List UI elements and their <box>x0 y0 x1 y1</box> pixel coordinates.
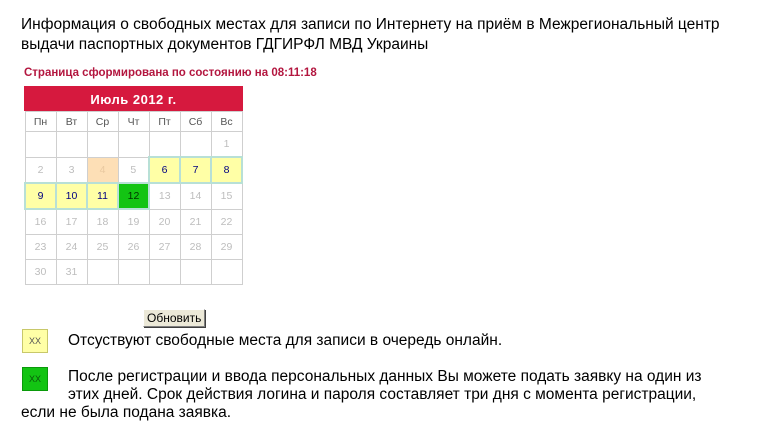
page-title: Информация о свободных местах для записи по Интернету на приём в Межрегиональный центр выдачи паспортных документов ГДГИРФЛ МВД Украины <box>21 16 720 53</box>
calendar-day-20: 20 <box>149 209 180 235</box>
legend-text-line: После регистрации и ввода персональных данных Вы можете подать заявку на один из <box>68 368 702 385</box>
weekday-label: Пн <box>25 112 56 132</box>
calendar-week-row <box>25 260 242 285</box>
calendar-day-30: 30 <box>25 260 56 285</box>
calendar-day-12[interactable]: 12 <box>118 183 149 209</box>
legend-text-line: если не была подана заявка. <box>21 404 232 421</box>
calendar-week-row <box>25 235 242 260</box>
calendar-day-14: 14 <box>180 183 211 209</box>
weekday-label: Вс <box>211 112 242 132</box>
calendar <box>24 86 243 285</box>
calendar-day-7[interactable]: 7 <box>180 157 211 183</box>
calendar-day-2: 2 <box>25 157 56 183</box>
calendar-day-empty <box>180 260 211 285</box>
calendar-week-row <box>25 209 242 235</box>
calendar-day-6[interactable]: 6 <box>149 157 180 183</box>
calendar-day-5: 5 <box>118 157 149 183</box>
calendar-day-empty <box>25 132 56 158</box>
calendar-day-15: 15 <box>211 183 242 209</box>
calendar-week-row <box>25 132 242 158</box>
weekday-row <box>25 112 242 132</box>
calendar-day-empty <box>118 260 149 285</box>
calendar-day-3: 3 <box>56 157 87 183</box>
calendar-day-11[interactable]: 11 <box>87 183 118 209</box>
calendar-day-18: 18 <box>87 209 118 235</box>
calendar-week-row <box>25 157 242 183</box>
calendar-days <box>25 132 242 285</box>
calendar-day-empty <box>87 260 118 285</box>
calendar-day-empty <box>211 260 242 285</box>
calendar-day-19: 19 <box>118 209 149 235</box>
legend-text-available <box>21 368 721 422</box>
calendar-day-29: 29 <box>211 235 242 260</box>
calendar-day-23: 23 <box>25 235 56 260</box>
calendar-month-label: Июль 2012 г. <box>24 86 243 111</box>
calendar-day-10[interactable]: 10 <box>56 183 87 209</box>
calendar-day-4: 4 <box>87 157 118 183</box>
calendar-day-31: 31 <box>56 260 87 285</box>
calendar-day-21: 21 <box>180 209 211 235</box>
legend-swatch-available: XX <box>22 367 48 391</box>
legend-swatch-no-slots: XX <box>22 329 48 353</box>
calendar-day-empty <box>56 132 87 158</box>
legend-text-line: этих дней. Срок действия логина и пароля составляет три дня с момента регистрации, <box>68 386 697 403</box>
calendar-day-22: 22 <box>211 209 242 235</box>
calendar-day-empty <box>118 132 149 158</box>
calendar-day-8[interactable]: 8 <box>211 157 242 183</box>
weekday-label: Пт <box>149 112 180 132</box>
calendar-day-26: 26 <box>118 235 149 260</box>
calendar-day-16: 16 <box>25 209 56 235</box>
legend-text-no-slots: Отсуствуют свободные места для записи в очередь онлайн. <box>68 332 503 349</box>
weekday-label: Вт <box>56 112 87 132</box>
weekday-label: Сб <box>180 112 211 132</box>
generated-timestamp: Страница сформирована по состоянию на 08:11:18 <box>24 67 317 79</box>
calendar-grid <box>24 111 243 285</box>
calendar-day-1: 1 <box>211 132 242 158</box>
calendar-day-empty <box>149 132 180 158</box>
calendar-day-9[interactable]: 9 <box>25 183 56 209</box>
calendar-day-25: 25 <box>87 235 118 260</box>
calendar-day-17: 17 <box>56 209 87 235</box>
weekday-label: Ср <box>87 112 118 132</box>
calendar-day-28: 28 <box>180 235 211 260</box>
calendar-week-row <box>25 183 242 209</box>
weekday-label: Чт <box>118 112 149 132</box>
refresh-button[interactable]: Обновить <box>143 309 205 327</box>
calendar-day-empty <box>180 132 211 158</box>
calendar-day-24: 24 <box>56 235 87 260</box>
calendar-day-27: 27 <box>149 235 180 260</box>
calendar-day-13: 13 <box>149 183 180 209</box>
calendar-day-empty <box>149 260 180 285</box>
calendar-day-empty <box>87 132 118 158</box>
